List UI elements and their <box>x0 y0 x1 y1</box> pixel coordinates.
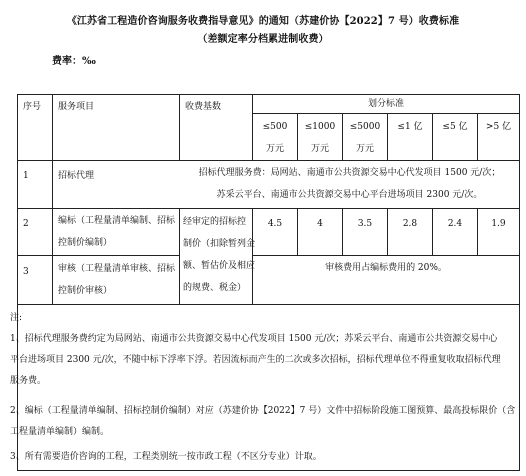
table-line <box>17 160 520 161</box>
tier-header: >5 亿 <box>485 122 512 132</box>
header-base: 收费基数 <box>185 102 222 112</box>
rate-value: 2.8 <box>402 219 418 229</box>
tier-header: ≤5 亿 <box>442 122 468 132</box>
tier-header: ≤500 万元 <box>262 122 288 154</box>
table-line <box>252 255 520 256</box>
table-line <box>17 208 520 209</box>
rate-label: 费率：‰ <box>52 56 96 67</box>
note-1: 1、招标代理服务费约定为局网站、南通市公共资源交易中心代发项目 1500 元/次；苏采云平台、南通市公共资源交易中心 平台进场项目 2300 元/次，不随中标下浮率下浮。若因流标而产生的二次或多次招标，招标代理单位不得重复收取招标代理 服务费。 <box>10 334 501 386</box>
notes-label: 注: <box>10 313 23 323</box>
document-title: 《江苏省工程造价咨询服务收费指导意见》的通知（苏建价协【2022】7 号）收费标准 <box>66 16 460 27</box>
table-line <box>52 94 53 304</box>
row3-seq: 3 <box>23 267 29 277</box>
header-tiers-title: 划分标准 <box>367 99 404 109</box>
table-line <box>17 304 520 305</box>
document-subtitle: （差额定率分档累进制收费） <box>197 34 329 45</box>
tier-header: ≤5000 万元 <box>349 122 381 154</box>
table-line <box>179 94 180 160</box>
note-3: 3、所有需要造价咨询的工程，工程类别统一按市政工程（不区分专业）计取。 <box>10 452 322 462</box>
rate-value: 3.5 <box>357 219 373 229</box>
row1-fee-text: 招标代理服务费：局网站、南通市公共资源交易中心代发项目 1500 元/次； 苏采云平台、南通市公共资源交易中心平台进场项目 2300 元/次。 <box>198 168 501 200</box>
header-seq: 序号 <box>23 102 42 112</box>
table-line <box>252 113 520 114</box>
rate-value: 4.5 <box>267 219 283 229</box>
fee-base-text: 经审定的招标控 制价（扣除暂列金 额、暂估价及相应 的规费、税金） <box>183 217 256 293</box>
table-line <box>17 255 179 256</box>
row2-seq: 2 <box>23 219 29 229</box>
row3-item: 审核（工程量清单审核、招标 控制价审核） <box>58 264 176 296</box>
row1-item: 招标代理 <box>58 171 95 181</box>
row1-seq: 1 <box>23 171 29 181</box>
row3-fee-text: 审核费用占编标费用的 20%。 <box>325 263 447 273</box>
rate-value: 4 <box>317 219 323 229</box>
header-item: 服务项目 <box>58 102 95 112</box>
tier-header: ≤1000 万元 <box>304 122 336 154</box>
table-line <box>17 470 520 471</box>
tier-header: ≤1 亿 <box>397 122 423 132</box>
row2-item: 编标（工程量清单编制、招标 控制价编制） <box>58 216 176 248</box>
rate-value: 1.9 <box>491 219 506 229</box>
rate-value: 2.4 <box>447 219 463 229</box>
note-2: 2、编标（工程量清单编制、招标控制价编制）对应（苏建价协【2022】7 号）文件中招标阶段施工图预算、最高投标限价（含 工程量清单编制）编制。 <box>10 406 516 437</box>
table-line <box>179 208 180 304</box>
